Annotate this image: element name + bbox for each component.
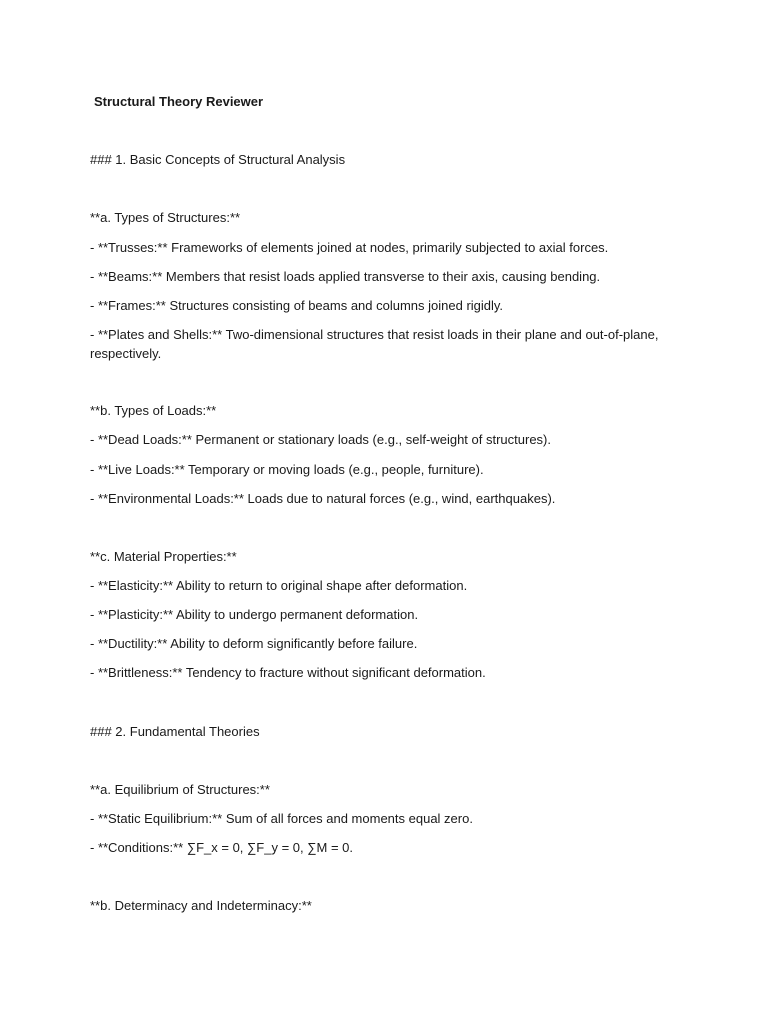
list-item-ductility: - **Ductility:** Ability to deform significantly before failure.: [90, 636, 418, 651]
subsection-1c-heading: **c. Material Properties:**: [90, 549, 237, 564]
list-item-environmental-loads: - **Environmental Loads:** Loads due to natural forces (e.g., wind, earthquakes).: [90, 491, 556, 506]
subsection-2b-heading: **b. Determinacy and Indeterminacy:**: [90, 898, 312, 913]
list-item-beams: - **Beams:** Members that resist loads applied transverse to their axis, causing bending.: [90, 269, 601, 284]
subsection-2a-heading: **a. Equilibrium of Structures:**: [90, 782, 270, 797]
subsection-1a-heading: **a. Types of Structures:**: [90, 210, 241, 225]
list-item-live-loads: - **Live Loads:** Temporary or moving loads (e.g., people, furniture).: [90, 462, 484, 477]
document-title: Structural Theory Reviewer: [94, 94, 264, 109]
section-1-heading: ### 1. Basic Concepts of Structural Analysis: [90, 152, 346, 167]
list-item-static-equilibrium: - **Static Equilibrium:** Sum of all forces and moments equal zero.: [90, 811, 473, 826]
list-item-plates-and-shells: - **Plates and Shells:** Two-dimensional structures that resist loads in their plane and out-of-plane, respectively.: [90, 327, 659, 361]
list-item-elasticity: - **Elasticity:** Ability to return to original shape after deformation.: [90, 578, 468, 593]
list-item-conditions: - **Conditions:** ∑F_x = 0, ∑F_y = 0, ∑M = 0.: [90, 840, 353, 855]
list-item-trusses: - **Trusses:** Frameworks of elements joined at nodes, primarily subjected to axial forces.: [90, 240, 609, 255]
list-item-dead-loads: - **Dead Loads:** Permanent or stationary loads (e.g., self-weight of structures).: [90, 432, 551, 447]
list-item-frames: - **Frames:** Structures consisting of beams and columns joined rigidly.: [90, 298, 504, 313]
section-2-heading: ### 2. Fundamental Theories: [90, 724, 260, 739]
subsection-1b-heading: **b. Types of Loads:**: [90, 403, 217, 418]
list-item-plasticity: - **Plasticity:** Ability to undergo permanent deformation.: [90, 607, 419, 622]
list-item-brittleness: - **Brittleness:** Tendency to fracture without significant deformation.: [90, 665, 486, 680]
